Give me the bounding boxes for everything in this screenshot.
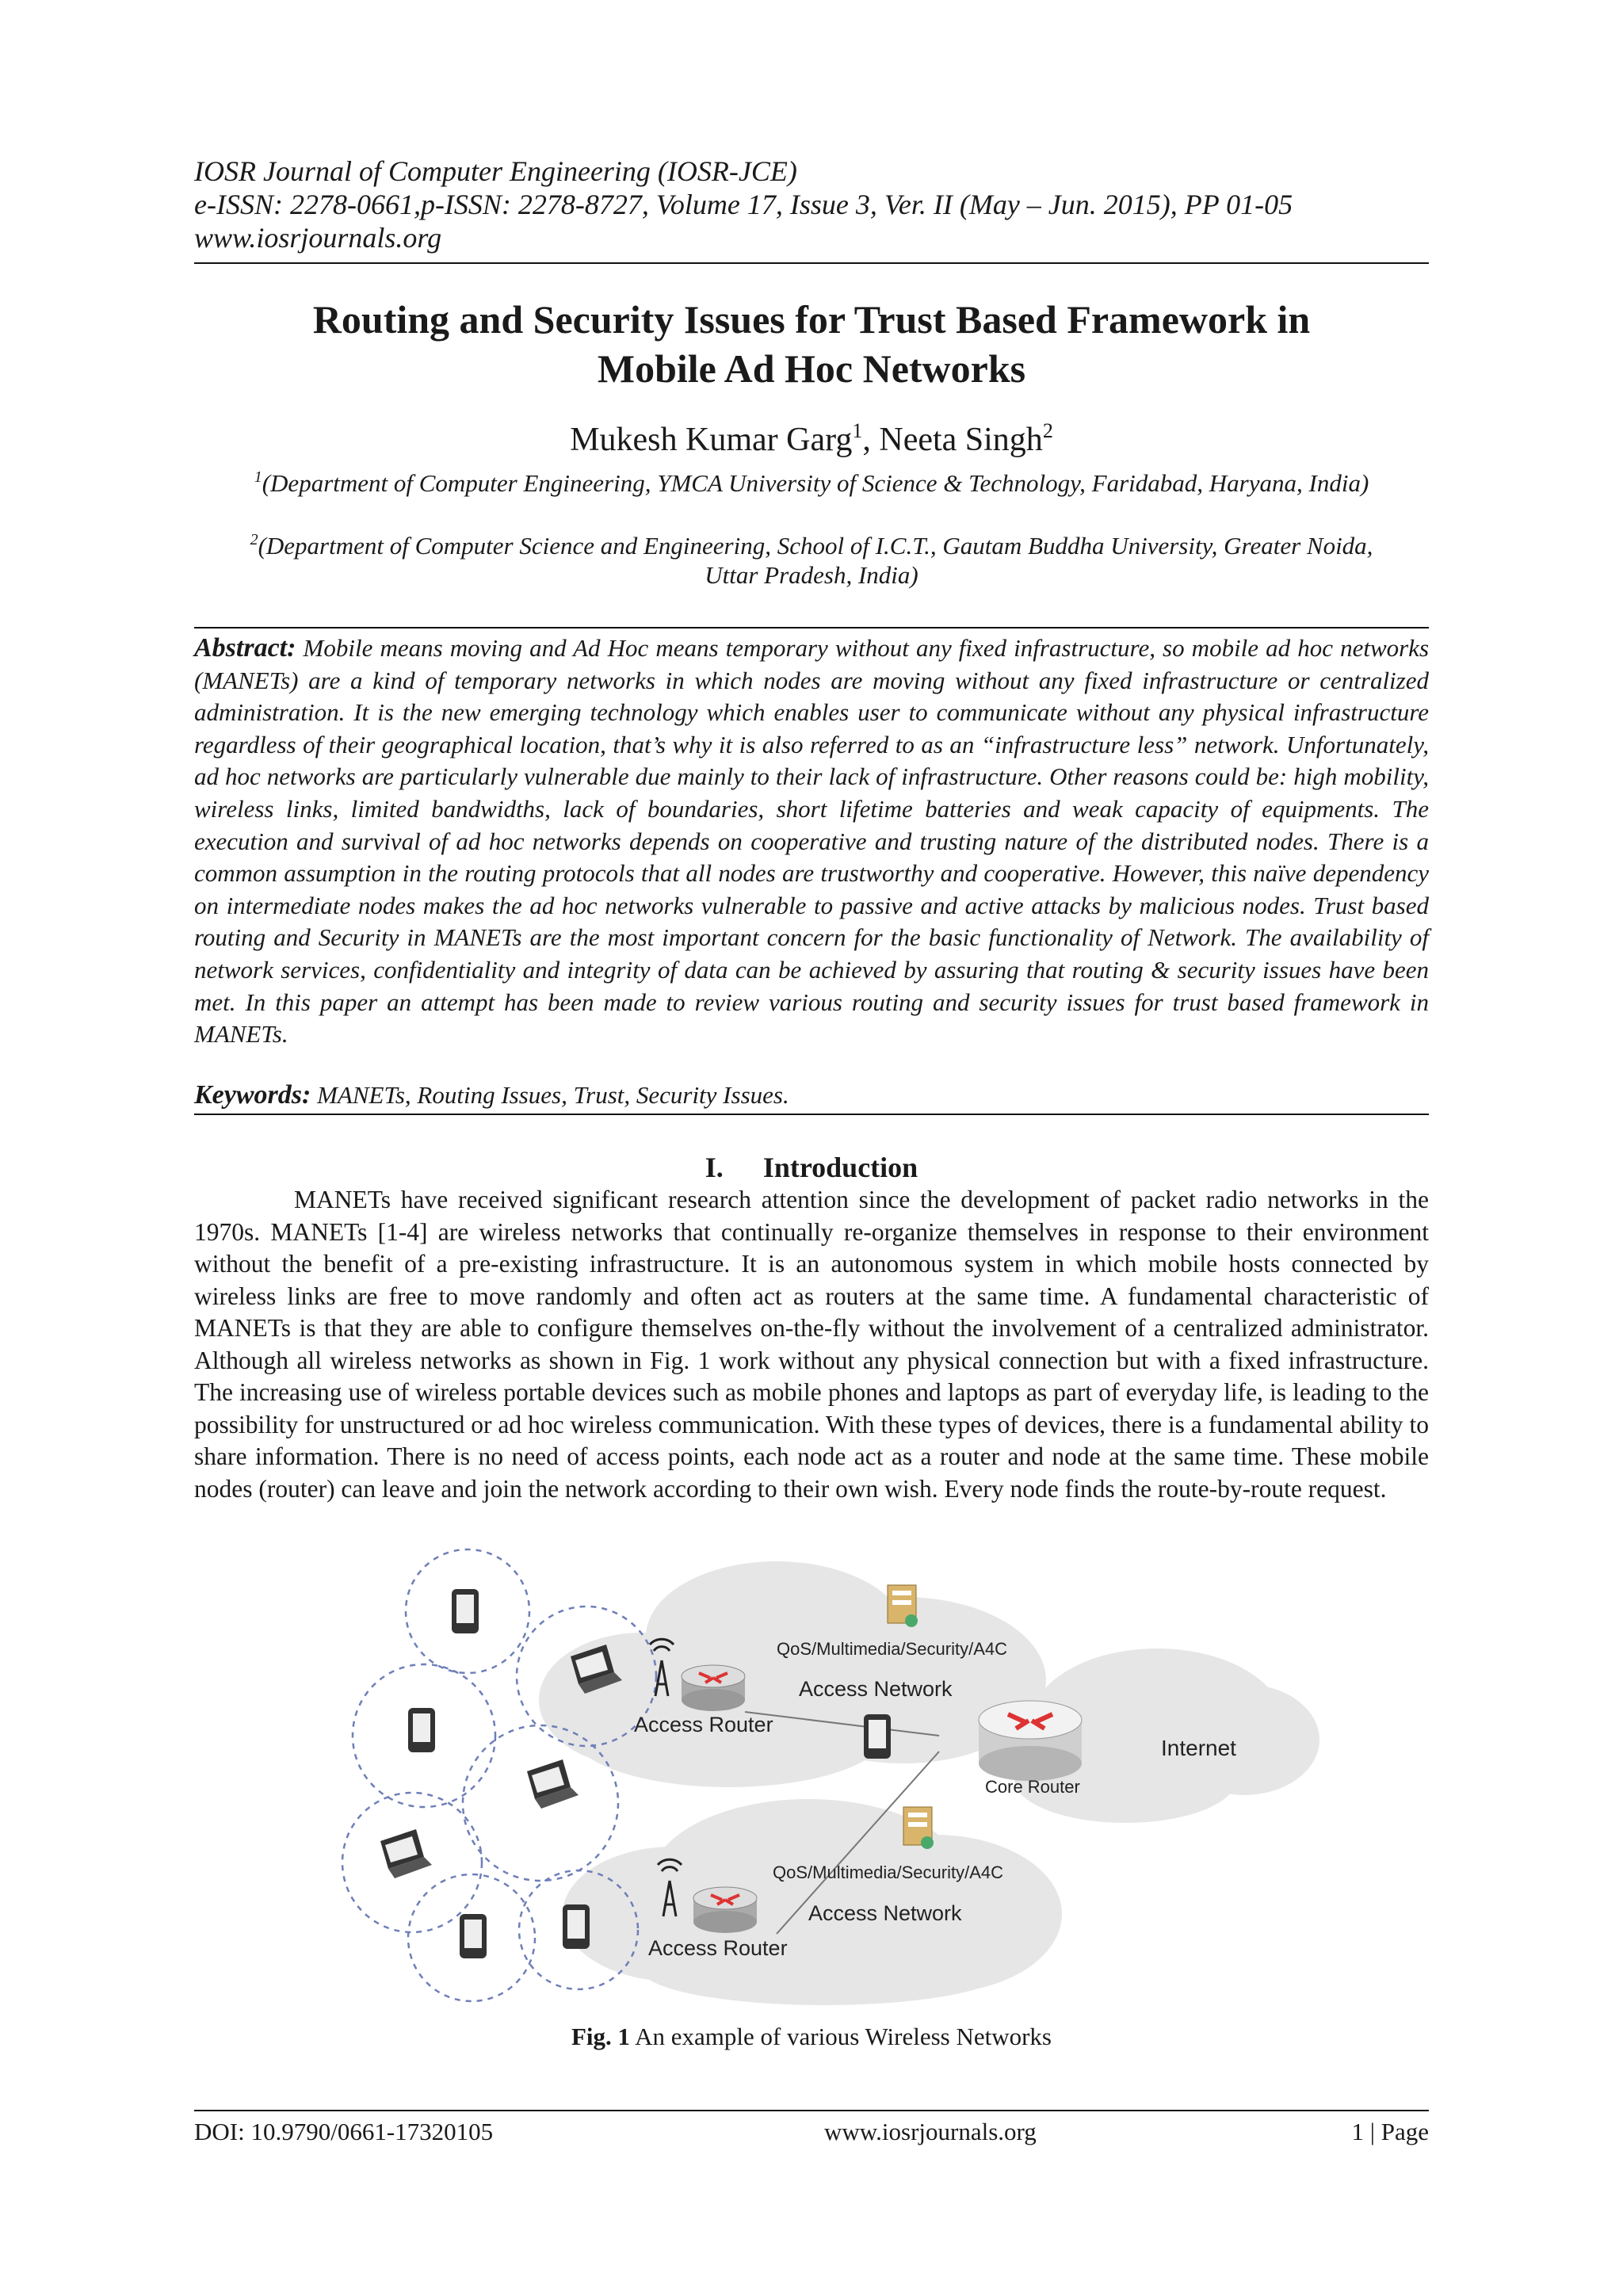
access-router-label-bottom: Access Router bbox=[648, 1936, 788, 1960]
affiliation-mark: 2 bbox=[1042, 419, 1053, 442]
keywords-label: Keywords: bbox=[194, 1080, 311, 1110]
author-name: Neeta Singh bbox=[879, 422, 1043, 458]
author-separator: , bbox=[862, 422, 880, 458]
server-icon bbox=[888, 1585, 918, 1627]
access-network-label-bottom: Access Network bbox=[808, 1901, 962, 1925]
footer-site: www.iosrjournals.org bbox=[824, 2118, 1037, 2145]
affiliation-mark: 1 bbox=[852, 419, 863, 442]
affiliation: $^2$(Department of Computer Science and Engineering, School of I.C.T., Gautam Buddha University, Greater Noida, Uttar Pradesh, India) bbox=[250, 531, 1373, 589]
section-title: Introduction bbox=[762, 1152, 918, 1183]
author-list bbox=[194, 420, 1429, 460]
paper-title: Routing and Security Issues for Trust Based Framework in Mobile Ad Hoc Networks bbox=[312, 297, 1311, 391]
figure-caption-text: An example of various Wireless Networks bbox=[630, 2023, 1052, 2050]
wireless-network-diagram bbox=[333, 1541, 1347, 2009]
keywords bbox=[194, 1079, 1429, 1111]
footer-rule bbox=[194, 2110, 1429, 2111]
figure-1 bbox=[333, 1541, 1347, 2009]
laptop-icon bbox=[380, 1829, 432, 1878]
journal-header bbox=[194, 155, 1429, 254]
section-number: I. bbox=[705, 1152, 724, 1183]
access-router-icon bbox=[682, 1665, 745, 1711]
footer-page: 1 | Page bbox=[1351, 2118, 1429, 2145]
abstract-bottom-rule bbox=[194, 1114, 1429, 1115]
qos-label-bottom: QoS/Multimedia/Security/A4C bbox=[773, 1862, 1003, 1882]
journal-issn: e-ISSN: 2278-0661,p-ISSN: 2278-8727, Volume 17, Issue 3, Ver. II (May – Jun. 2015), PP 01-05 bbox=[194, 189, 1293, 220]
access-network-label-top: Access Network bbox=[799, 1677, 953, 1701]
mobile-phone-icon bbox=[864, 1714, 891, 1759]
journal-url: www.iosrjournals.org bbox=[194, 222, 442, 254]
laptop-icon bbox=[527, 1759, 579, 1809]
abstract-label: Abstract: bbox=[194, 633, 296, 663]
abstract-text: Mobile means moving and Ad Hoc means temporary without any fixed infrastructure, so mobile ad hoc networks (MANETs) are a kind of temporary networks in which nodes are moving without any fixed infrastructure or centralized administration. It is the new emerging technology which enables user to communicate without any physical infrastructure regardless of their geographical location, that’s why it is also referred to as an “infrastructure less” network. Unfortunately, ad hoc networks are particularly vulnerable due mainly to their lack of infrastructure. Other reasons could be: high mobility, wireless links, limited bandwidths, lack of boundaries, short lifetime batteries and weak capacity of equipments. The execution and survival of ad hoc networks depends on cooperative and trusting nature of the distributed nodes. There is a common assumption in the routing protocols that all nodes are trustworthy and cooperative. However, this naïve dependency on intermediate nodes makes the ad hoc networks vulnerable to passive and active attacks by malicious nodes. Trust based routing and Security in MANETs are the most important concern for the basic functionality of Network. The availability of network services, confidentiality and integrity of data can be achieved by assuring that routing & security issues have been met. In this paper an attempt has been made to review various routing and security issues for trust based framework in MANETs. bbox=[194, 634, 1430, 1049]
access-router-icon bbox=[693, 1887, 757, 1933]
core-router-label: Core Router bbox=[985, 1777, 1080, 1797]
mobile-phone-icon bbox=[460, 1914, 487, 1958]
header-rule bbox=[194, 262, 1429, 264]
abstract-top-rule bbox=[194, 627, 1429, 628]
mobile-phone-icon bbox=[452, 1589, 479, 1633]
affiliation: $^1$(Department of Computer Engineering, YMCA University of Science & Technology, Faridabad, Haryana, India) bbox=[254, 468, 1369, 497]
mobile-phone-icon bbox=[563, 1904, 590, 1949]
figure-caption bbox=[194, 2021, 1429, 2053]
footer-doi: DOI: 10.9790/0661-17320105 bbox=[194, 2118, 494, 2145]
journal-name: IOSR Journal of Computer Engineering (IOSR-JCE) bbox=[194, 155, 797, 187]
core-router-icon bbox=[979, 1701, 1082, 1781]
abstract bbox=[194, 632, 1429, 1051]
author-name: Mukesh Kumar Garg bbox=[570, 422, 853, 458]
figure-label: Fig. 1 bbox=[571, 2023, 631, 2050]
introduction-paragraph: MANETs have received significant research attention since the development of packet radio networks in the 1970s. MANETs [1-4] are wireless networks that continually re-organize themselves in response to their environment without the benefit of a pre-existing infrastructure. It is an autonomous system in which mobile hosts connected by wireless links are free to move randomly and often act as routers at the same time. A fundamental characteristic of MANETs is that they are able to configure themselves on-the-fly without the involvement of a centralized administrator. Although all wireless networks as shown in Fig. 1 work without any physical connection but with a fixed infrastructure. The increasing use of wireless portable devices such as mobile phones and laptops as part of everyday life, is leading to the possibility for unstructured or ad hoc wireless communication. With these types of devices, there is a fundamental ability to share information. There is no need of access points, each node act as a router and node at the same time. These mobile nodes (router) can leave and join the network according to their own wish. Every node finds the route-by-route request. bbox=[194, 1186, 1429, 1503]
internet-label: Internet bbox=[1161, 1736, 1236, 1760]
keywords-text: MANETs, Routing Issues, Trust, Security Issues. bbox=[311, 1081, 789, 1109]
access-router-label-top: Access Router bbox=[634, 1713, 773, 1736]
server-icon bbox=[903, 1807, 934, 1849]
qos-label-top: QoS/Multimedia/Security/A4C bbox=[777, 1639, 1007, 1659]
section-heading bbox=[194, 1151, 1429, 1184]
mobile-phone-icon bbox=[408, 1708, 435, 1752]
